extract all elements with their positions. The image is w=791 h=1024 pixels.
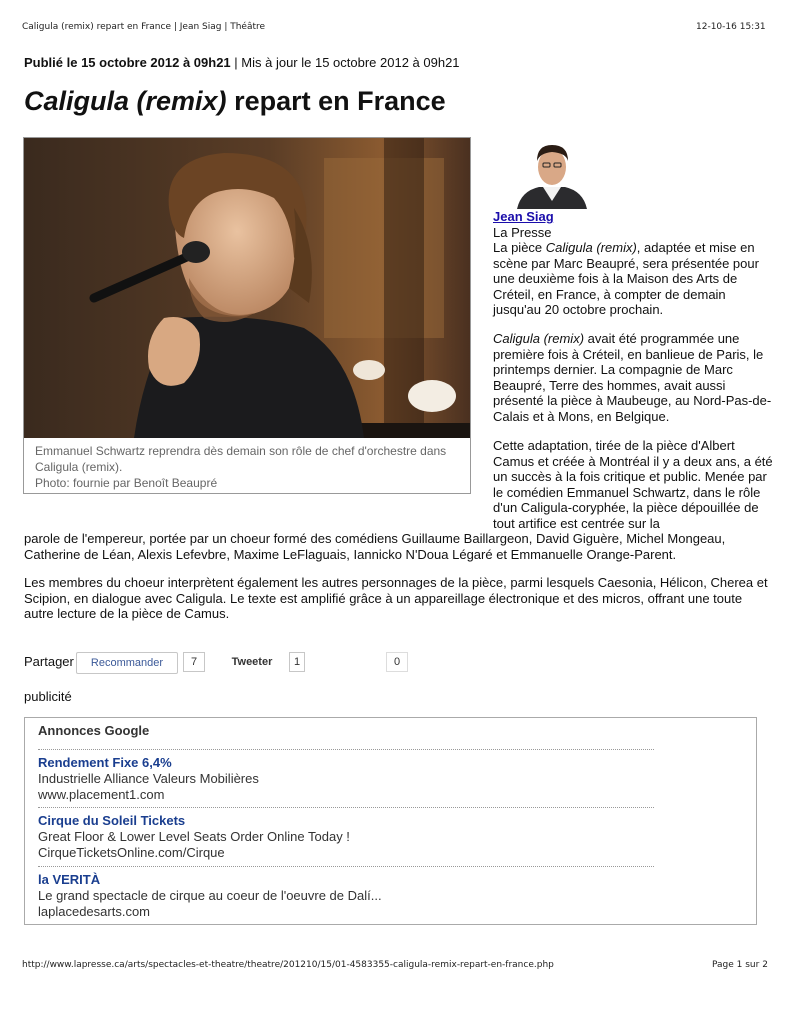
ads-divider [38, 807, 654, 808]
p1-text-a: La pièce [493, 240, 546, 255]
article-photo-box [23, 137, 471, 494]
page-title [24, 86, 446, 117]
ad-title[interactable]: la VERITÀ [38, 872, 101, 887]
ads-divider [38, 866, 654, 867]
share-label: Partager [24, 654, 74, 669]
photo-caption-text: Emmanuel Schwartz reprendra dès demain son rôle de chef d'orchestre dans Caligula (remix). [35, 444, 447, 474]
updated-date: Mis à jour le 15 octobre 2012 à 09h21 [241, 55, 460, 70]
facebook-recommend-button[interactable]: Recommander [76, 652, 178, 674]
article-paragraph-3-column: Cette adaptation, tirée de la pièce d'Albert Camus et créée à Montréal il y a deux ans, a été un succès à la fois critique et public. Menée par le comédien Emmanuel Schwartz, dans le rôle d'un Caligula-coryphée, la pièce dépouillée de tout artifice est centrée sur la [493, 438, 773, 531]
ad-description: Le grand spectacle de cirque au coeur de l'oeuvre de Dalí... [38, 888, 382, 903]
ad-url[interactable]: CirqueTicketsOnline.com/Cirque [38, 845, 225, 860]
ad-item[interactable] [38, 755, 738, 803]
footer-url: http://www.lapresse.ca/arts/spectacles-et-theatre/theatre/201210/15/01-4583355-caligula-remix-repart-en-france.php [22, 960, 554, 970]
publication-meta [24, 55, 460, 70]
page-title-rest: repart en France [226, 86, 446, 116]
ad-description: Industrielle Alliance Valeurs Mobilières [38, 771, 259, 786]
article-paragraph-1 [493, 240, 773, 318]
facebook-count: 7 [183, 652, 205, 672]
photo-credit: Photo: fournie par Benoît Beaupré [35, 476, 218, 490]
author-avatar [511, 141, 593, 209]
ad-url[interactable]: laplacedesarts.com [38, 904, 150, 919]
tweet-button[interactable]: Tweeter [231, 656, 273, 668]
ads-divider [38, 749, 654, 750]
published-date: Publié le 15 octobre 2012 à 09h21 [24, 55, 231, 70]
google-ads-box [24, 717, 757, 925]
print-datetime: 12-10-16 15:31 [696, 22, 766, 32]
author-link[interactable]: Jean Siag [493, 209, 554, 224]
photo-caption [35, 443, 465, 491]
p2-text-b: avait été programmée une première fois à Créteil, en banlieue de Paris, le printemps dernier. La compagnie de Marc Beaupré, Terre des hommes, avait aussi présenté la pièce à Maubeuge, au Nord-Pas-de-Calais et à Mons, en Belgique. [493, 331, 772, 424]
ads-heading: Annonces Google [38, 723, 150, 738]
p2-text-italic: Caligula (remix) [493, 331, 585, 346]
article-paragraph-2 [493, 331, 773, 424]
document-title: Caligula (remix) repart en France | Jean Siag | Théâtre [22, 22, 266, 32]
ad-url[interactable]: www.placement1.com [38, 787, 165, 802]
tweet-count: 1 [289, 652, 305, 672]
p1-text-italic: Caligula (remix) [545, 240, 637, 255]
ad-item[interactable] [38, 872, 738, 920]
footer-page-number: Page 1 sur 2 [712, 960, 768, 970]
author-org: La Presse [493, 225, 552, 240]
article-photo [24, 138, 470, 438]
ad-description: Great Floor & Lower Level Seats Order Online Today ! [38, 829, 350, 844]
ad-item[interactable] [38, 813, 738, 861]
article-paragraph-3-wide: parole de l'empereur, portée par un choeur formé des comédiens Guillaume Baillargeon, David Giguère, Michel Mongeau, Catherine de Léan, Alexis Lefevbre, Maxime LeFlaguais, Iannicko N'Doua Légaré et Emmanuelle Orange-Parent. [24, 531, 726, 562]
ad-title[interactable]: Rendement Fixe 6,4% [38, 755, 172, 770]
performer-photo-illustration [24, 138, 470, 438]
share-count: 0 [386, 652, 408, 672]
p1-text-b: , adaptée et mise en scène par Marc Beaupré, sera présentée pour une deuxième fois à la Maison des Arts de Créteil, en France, à compter de demain jusqu'au 20 octobre prochain. [493, 240, 759, 317]
article-paragraph-4: Les membres du choeur interprètent également les autres personnages de la pièce, parmi lesquels Caesonia, Hélicon, Cherea et Scipion, en dialogue avec Caligula. Le texte est amplifié grâce à un appareillage électronique et des micros, offrant une toute autre lecture de la pièce de Camus. [24, 575, 768, 621]
page-title-italic: Caligula (remix) [24, 86, 227, 116]
advertising-label: publicité [24, 689, 72, 704]
meta-separator: | [230, 55, 242, 70]
ad-title[interactable]: Cirque du Soleil Tickets [38, 813, 186, 828]
